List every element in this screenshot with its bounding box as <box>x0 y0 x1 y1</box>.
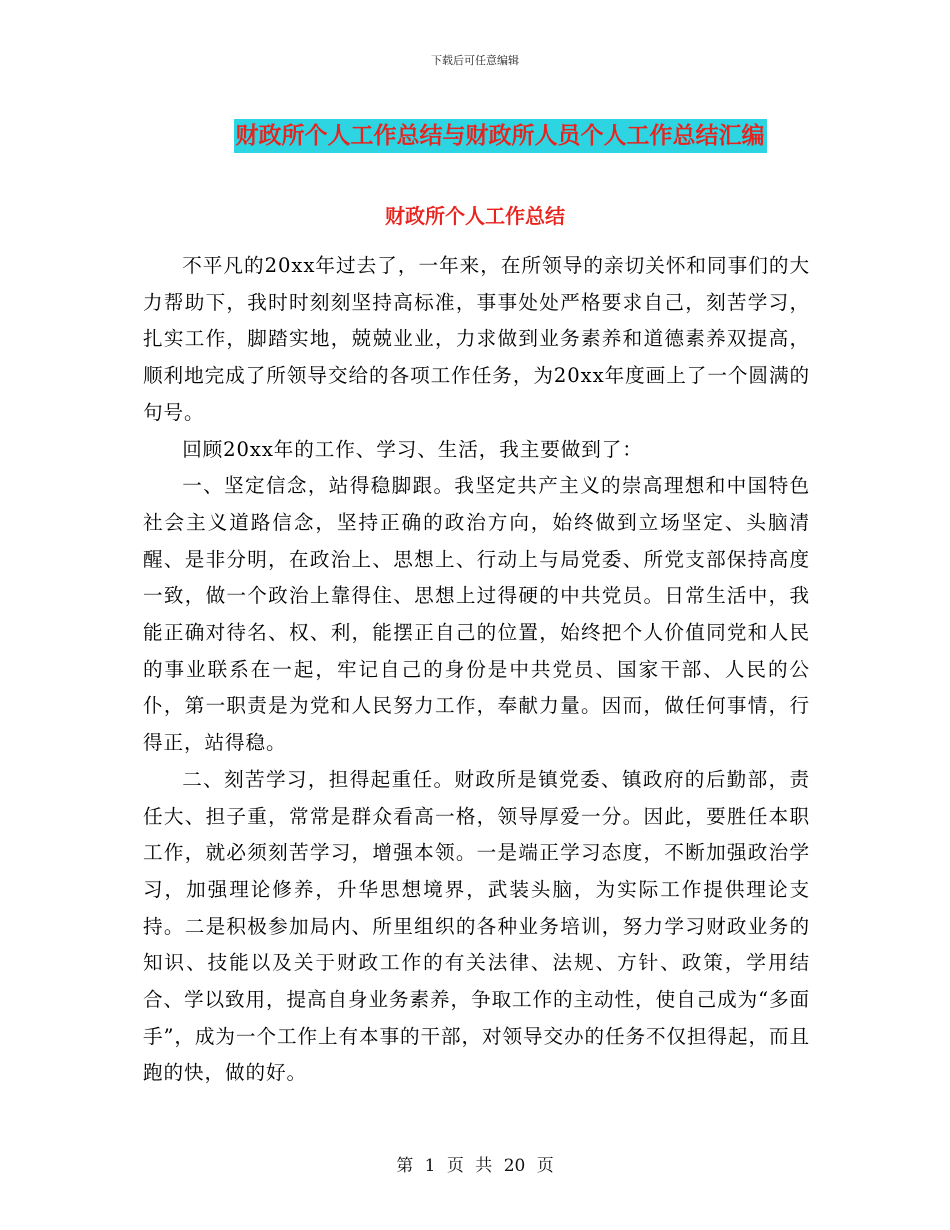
paragraph: 一、坚定信念，站得稳脚跟。我坚定共产主义的崇高理想和中国特色社会主义道路信念，坚持正确的政治方向，始终做到立场坚定、头脑清醒、是非分明，在政治上、思想上、行动上与局党委、所党支部保持高度一致，做一个政治上靠得住、思想上过得硬的中共党员。日常生活中，我能正确对待名、权、利，能摆正自己的位置，始终把个人价值同党和人民的事业联系在一起，牢记自己的身份是中共党员、国家干部、人民的公仆，第一职责是为党和人民努力工作，奉献力量。因而，做任何事情，行得正，站得稳。 <box>143 474 810 755</box>
paragraph: 二、刻苦学习，担得起重任。财政所是镇党委、镇政府的后勤部，责任大、担子重，常常是群众看高一格，领导厚爱一分。因此，要胜任本职工作，就必须刻苦学习，增强本领。一是端正学习态度，不断加强政治学习，加强理论修养，升华思想境界，武装头脑，为实际工作提供理论支持。二是积极参加局内、所里组织的各种业务培训，努力学习财政业务的知识、技能以及关于财政工作的有关法律、法规、方针、政策，学用结合、学以致用，提高自身业务素养，争取工作的主动性，使自己成为“多面手”，成为一个工作上有本事的干部，对领导交办的任务不仅担得起，而且跑的快，做的好。 <box>143 767 810 1085</box>
header-note: 下载后可任意编辑 <box>431 54 519 67</box>
document-body <box>143 248 810 1092</box>
section-title: 财政所个人工作总结 <box>385 204 565 228</box>
paragraph: 回顾20xx年的工作、学习、生活，我主要做到了： <box>182 437 643 461</box>
document-title-text: 财政所个人工作总结与财政所人员个人工作总结汇编 <box>234 119 767 153</box>
document-title <box>0 113 950 153</box>
page-footer: 第 1 页 共 20 页 <box>396 1156 554 1176</box>
paragraph: 不平凡的20xx年过去了，一年来，在所领导的亲切关怀和同事们的大力帮助下，我时时刻刻坚持高标准，事事处处严格要求自己，刻苦学习，扎实工作，脚踏实地，兢兢业业，力求做到业务素养和道德素养双提高，顺利地完成了所领导交给的各项工作任务，为20xx年度画上了一个圆满的句号。 <box>143 254 810 424</box>
